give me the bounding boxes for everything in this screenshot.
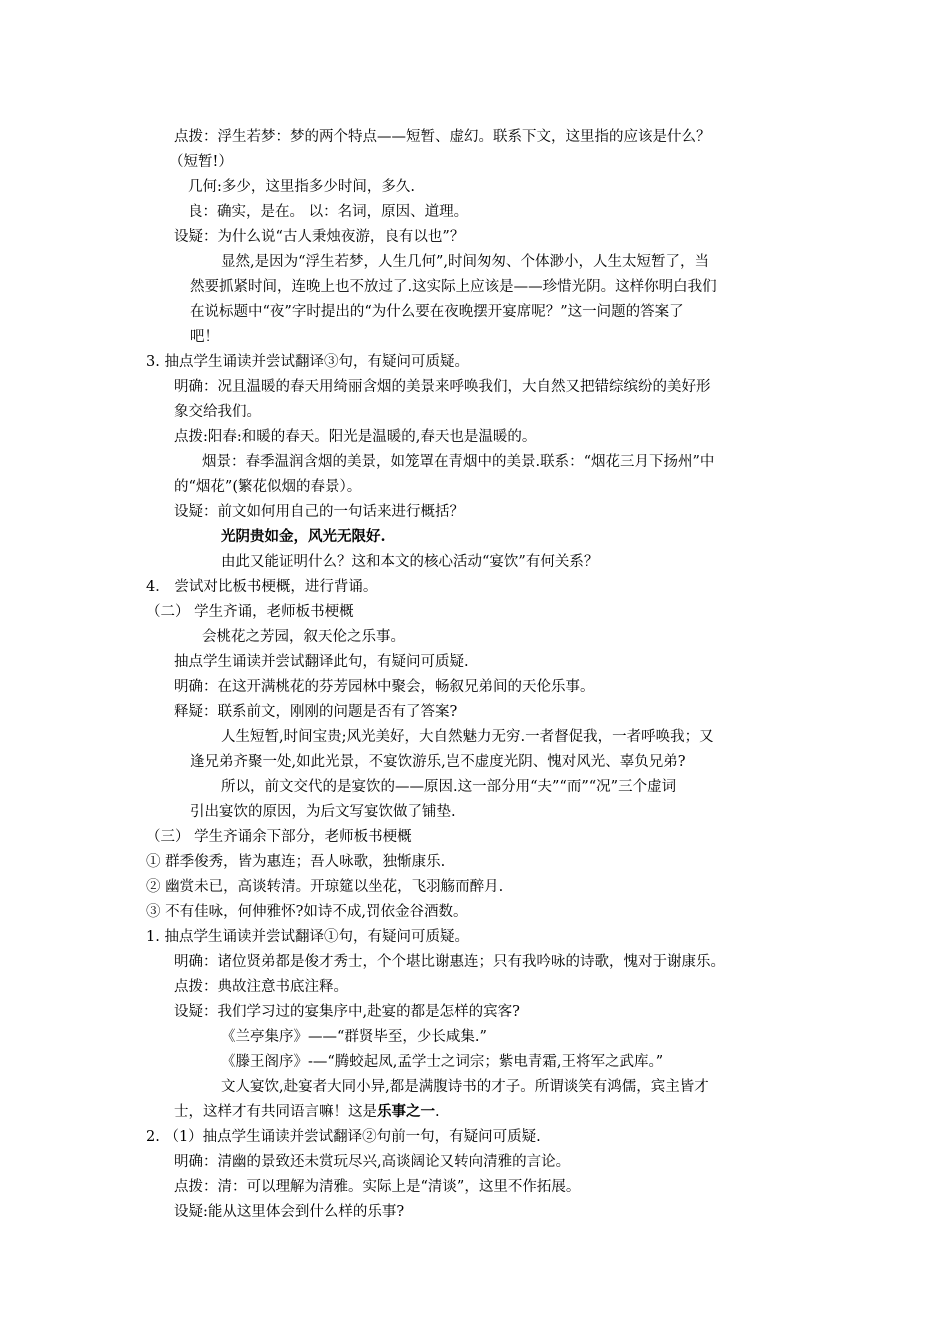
bold-phrase: 乐事之一 bbox=[377, 1103, 435, 1120]
text-line: 《滕王阁序》-—“腾蛟起凤,孟学士之词宗；紫电青霜,王将军之武库。” bbox=[221, 1054, 664, 1070]
text-line: 明确：诸位贤弟都是俊才秀士，个个堪比谢惠连；只有我吟咏的诗歌，愧对于谢康乐。 bbox=[174, 954, 725, 970]
text-line: 然要抓紧时间，连晚上也不放过了.这实际上应该是——珍惜光阴。这样你明白我们 bbox=[190, 279, 717, 295]
text-line: 明确：在这开满桃花的芬芳园林中聚会，畅叙兄弟间的天伦乐事。 bbox=[174, 679, 595, 695]
text-line: 会桃花之芳园，叙天伦之乐事。 bbox=[202, 629, 405, 645]
text-line: 象交给我们。 bbox=[174, 404, 261, 420]
text-line: 由此又能证明什么？这和本文的核心活动“宴饮”有何关系？ bbox=[221, 554, 599, 570]
text-line: ② 幽赏未已，高谈转清。开琼筵以坐花，飞羽觞而醉月. bbox=[146, 879, 504, 895]
text-line: 在说标题中“夜”字时提出的“为什么要在夜晚摆开宴席呢？”这一问题的答案了 bbox=[190, 304, 684, 320]
text-line: 设疑：前文如何用自己的一句话来进行概括？ bbox=[174, 504, 464, 520]
text-line: 《兰亭集序》——“群贤毕至，少长咸集.” bbox=[221, 1029, 487, 1045]
text-line: 逢兄弟齐聚一处,如此光景，不宴饮游乐,岂不虚度光阴、愧对风光、辜负兄弟? bbox=[190, 754, 686, 770]
text-line: 设疑:能从这里体会到什么样的乐事? bbox=[174, 1204, 405, 1220]
text-line: 显然,是因为“浮生若梦，人生几何”,时间匆匆、个体渺小，人生太短暂了，当 bbox=[221, 254, 710, 270]
text-line: 3. 抽点学生诵读并尝试翻译③句，有疑问可质疑。 bbox=[146, 354, 469, 370]
text-line: 2. （1）抽点学生诵读并尝试翻译②句前一句，有疑问可质疑. bbox=[146, 1129, 541, 1145]
text-span: . bbox=[435, 1104, 440, 1120]
text-line: 烟景：春季温润含烟的美景，如笼罩在青烟中的美景.联系：“烟花三月下扬州”中 bbox=[202, 454, 715, 470]
text-line: 良：确实，是在。 以：名词，原因、道理。 bbox=[188, 204, 469, 220]
text-line: 明确：清幽的景致还未赏玩尽兴,高谈阔论又转向清雅的言论。 bbox=[174, 1154, 571, 1170]
text-line: 吧！ bbox=[190, 329, 219, 345]
text-line: 设疑：为什么说“古人秉烛夜游，良有以也”？ bbox=[174, 229, 465, 245]
text-line-bold: 光阴贵如金，风光无限好. bbox=[221, 528, 386, 545]
text-line: 点拨：典故注意书底注释。 bbox=[174, 979, 348, 995]
text-line: 文人宴饮,赴宴者大同小异,都是满腹诗书的才子。所谓谈笑有鸿儒，宾主皆才 bbox=[221, 1079, 709, 1095]
text-line bbox=[174, 1102, 440, 1122]
text-line: 的“烟花”(繁花似烟的春景）。 bbox=[174, 479, 362, 495]
text-line: ① 群季俊秀，皆为惠连；吾人咏歌，独惭康乐. bbox=[146, 854, 446, 870]
text-line: 明确：况且温暖的春天用绮丽含烟的美景来呼唤我们，大自然又把错综缤纷的美好形 bbox=[174, 379, 711, 395]
text-line: 4． 尝试对比板书梗概，进行背诵。 bbox=[146, 579, 378, 595]
text-span: 士，这样才有共同语言嘛！这是 bbox=[174, 1104, 377, 1120]
text-line: 点拨：清：可以理解为清雅。实际上是“清谈”，这里不作拓展。 bbox=[174, 1179, 581, 1195]
text-line: 引出宴饮的原因，为后文写宴饮做了铺垫. bbox=[190, 804, 456, 820]
text-line: 所以，前文交代的是宴饮的——原因.这一部分用“夫”“而”“况”三个虚词 bbox=[221, 779, 677, 795]
text-line: 人生短暂,时间宝贵;风光美好，大自然魅力无穷.一者督促我，一者呼唤我；又 bbox=[221, 729, 714, 745]
text-line: 设疑：我们学习过的宴集序中,赴宴的都是怎样的宾客? bbox=[174, 1004, 520, 1020]
text-line: ③ 不有佳咏，何伸雅怀?如诗不成,罚依金谷酒数。 bbox=[146, 904, 468, 920]
text-line: （短暂!） bbox=[169, 154, 233, 170]
text-line: 几何:多少，这里指多少时间，多久. bbox=[188, 179, 415, 195]
text-line: 抽点学生诵读并尝试翻译此句，有疑问可质疑. bbox=[174, 654, 469, 670]
text-line: 释疑：联系前文，刚刚的问题是否有了答案? bbox=[174, 704, 458, 720]
text-line: 点拨：浮生若梦：梦的两个特点——短暂、虚幻。联系下文，这里指的应该是什么？ bbox=[174, 129, 711, 145]
text-line: （三） 学生齐诵余下部分，老师板书梗概 bbox=[146, 829, 412, 845]
text-line: （二） 学生齐诵，老师板书梗概 bbox=[146, 604, 354, 620]
text-line: 1. 抽点学生诵读并尝试翻译①句，有疑问可质疑。 bbox=[146, 929, 469, 945]
text-line: 点拨:阳春:和暖的春天。阳光是温暖的,春天也是温暖的。 bbox=[174, 429, 537, 445]
